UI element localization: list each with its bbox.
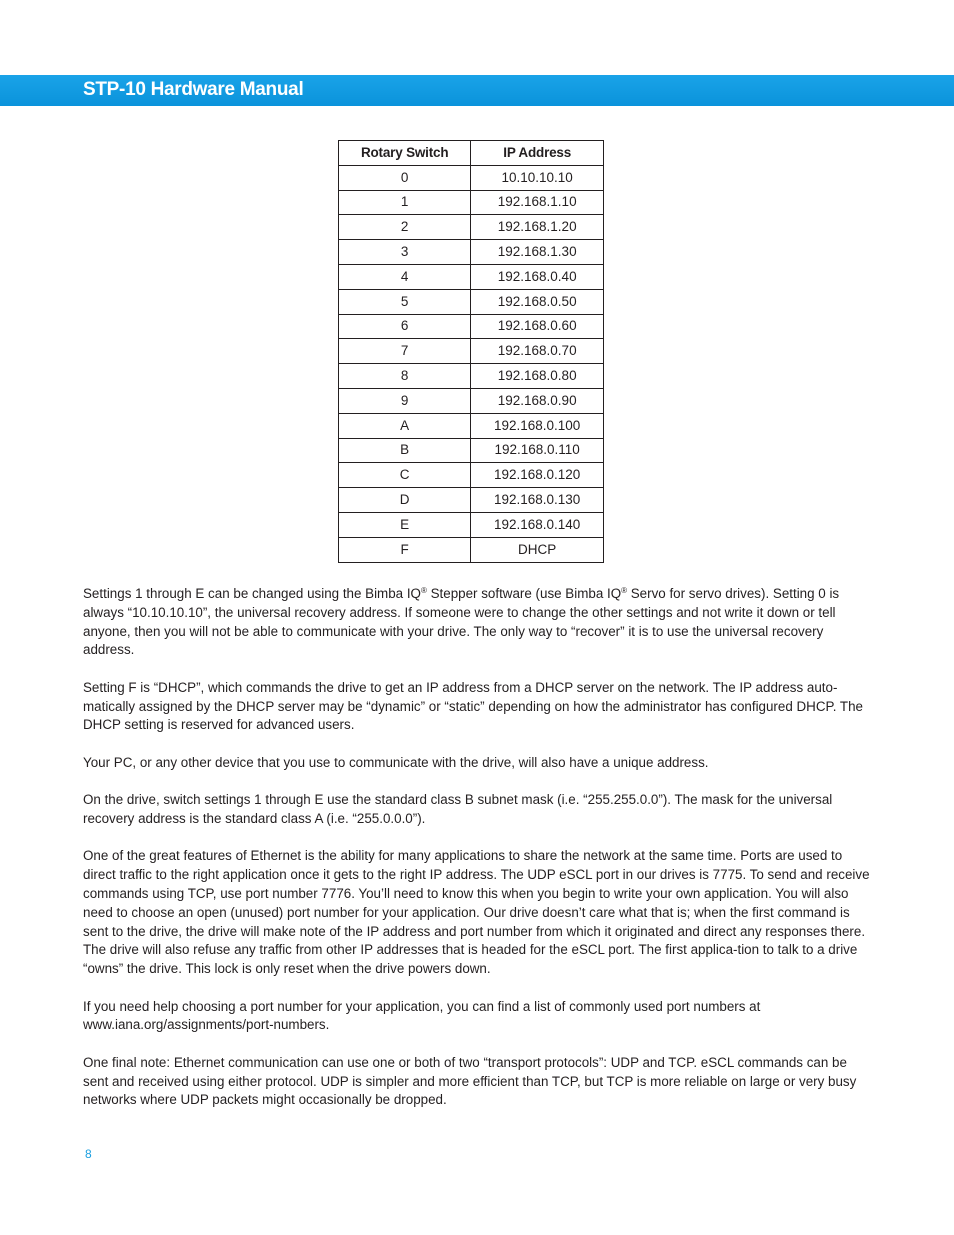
cell-rotary-switch: 3 <box>339 240 471 265</box>
cell-rotary-switch: A <box>339 413 471 438</box>
cell-ip-address: 192.168.0.40 <box>471 264 604 289</box>
cell-ip-address: 192.168.0.130 <box>471 488 604 513</box>
body-text <box>83 585 873 1129</box>
table-row <box>339 364 604 389</box>
table-row <box>339 314 604 339</box>
table-row <box>339 289 604 314</box>
header-bar <box>0 75 954 106</box>
cell-rotary-switch: 8 <box>339 364 471 389</box>
cell-rotary-switch: 9 <box>339 388 471 413</box>
table-row <box>339 165 604 190</box>
cell-ip-address: 192.168.0.60 <box>471 314 604 339</box>
column-header-ip-address: IP Address <box>471 141 604 166</box>
cell-ip-address: 192.168.0.100 <box>471 413 604 438</box>
paragraph-settings <box>83 585 873 660</box>
page-number: 8 <box>85 1147 92 1161</box>
table-row <box>339 512 604 537</box>
cell-ip-address: 192.168.1.10 <box>471 190 604 215</box>
registered-mark: ® <box>621 586 628 595</box>
paragraph-pc-address: Your PC, or any other device that you use to communicate with the drive, will also have a unique address. <box>83 754 709 770</box>
table-row <box>339 190 604 215</box>
paragraph-port-numbers: If you need help choosing a port number for your application, you can find a list of commonly used port numbers at www.iana.org/assignments/port-numbers. <box>83 998 761 1033</box>
cell-ip-address: 10.10.10.10 <box>471 165 604 190</box>
column-header-rotary-switch: Rotary Switch <box>339 141 471 166</box>
paragraph-subnet-mask: On the drive, switch settings 1 through E use the standard class B subnet mask (i.e. “255.255.0.0”). The mask for the universal recovery address is the standard class A (i.e. “255.0.0.0”). <box>83 792 833 826</box>
paragraph-text: Stepper software (use Bimba IQ <box>426 586 622 601</box>
paragraph-text: Servo for servo drives). Setting 0 is always “10.10.10.10”, the universal recovery address. If someone were to change the other settings and not write it down or tell anyone, then you will not be able to communicate with your drive. The only way to “recover” it is to use the universal recovery address. <box>83 586 840 658</box>
table-header-row <box>339 141 604 166</box>
table-row <box>339 537 604 562</box>
cell-rotary-switch: B <box>339 438 471 463</box>
cell-rotary-switch: F <box>339 537 471 562</box>
cell-ip-address: DHCP <box>471 537 604 562</box>
cell-ip-address: 192.168.1.20 <box>471 215 604 240</box>
cell-rotary-switch: D <box>339 488 471 513</box>
paragraph-text: Settings 1 through E can be changed using the Bimba IQ <box>83 586 421 601</box>
table-body <box>339 165 604 562</box>
table-row <box>339 240 604 265</box>
cell-rotary-switch: 2 <box>339 215 471 240</box>
table-row <box>339 388 604 413</box>
cell-rotary-switch: 5 <box>339 289 471 314</box>
rotary-switch-ip-table <box>338 140 604 563</box>
cell-ip-address: 192.168.0.120 <box>471 463 604 488</box>
table-row <box>339 264 604 289</box>
cell-rotary-switch: 6 <box>339 314 471 339</box>
table-row <box>339 339 604 364</box>
cell-ip-address: 192.168.0.90 <box>471 388 604 413</box>
cell-rotary-switch: C <box>339 463 471 488</box>
cell-ip-address: 192.168.0.110 <box>471 438 604 463</box>
registered-mark: ® <box>420 586 427 595</box>
table-row <box>339 463 604 488</box>
cell-ip-address: 192.168.0.80 <box>471 364 604 389</box>
paragraph-ports: One of the great features of Ethernet is the ability for many applications to share the network at the same time. Ports are used to direct traffic to the right application once it gets to the right IP address. The UDP eSCL port in our drives is 7775. To send and receive commands using TCP, use port number 7776. You’ll need to know this when you begin to write your own application. You will also need to choose an open (unused) port number for your application. Our drive doesn’t care what that is; when the first command is sent to the drive, the drive will make note of the IP address and port number from which it originated and direct any responses there. The drive will also refuse any traffic from other IP addresses that is headed for the eSCL port. The first applica-tion to talk to a drive “owns” the drive. This lock is only reset when the drive powers down. <box>83 848 870 977</box>
table-row <box>339 488 604 513</box>
cell-rotary-switch: 0 <box>339 165 471 190</box>
table-row <box>339 215 604 240</box>
paragraph-dhcp: Setting F is “DHCP”, which commands the drive to get an IP address from a DHCP server on the network. The IP address auto-matically assigned by the DHCP server may be “dynamic” or “static” depending on how the administrator has configured DHCP. The DHCP setting is reserved for advanced users. <box>83 679 863 733</box>
cell-rotary-switch: 7 <box>339 339 471 364</box>
cell-ip-address: 192.168.1.30 <box>471 240 604 265</box>
page-title: STP-10 Hardware Manual <box>83 79 304 100</box>
cell-ip-address: 192.168.0.50 <box>471 289 604 314</box>
cell-rotary-switch: E <box>339 512 471 537</box>
table-row <box>339 413 604 438</box>
cell-ip-address: 192.168.0.70 <box>471 339 604 364</box>
cell-rotary-switch: 1 <box>339 190 471 215</box>
cell-rotary-switch: 4 <box>339 264 471 289</box>
cell-ip-address: 192.168.0.140 <box>471 512 604 537</box>
paragraph-transport-protocols: One final note: Ethernet communication can use one or both of two “transport protocols”: UDP and TCP. eSCL commands can be sent and received using either protocol. UDP is simpler and more efficient than TCP, but TCP is more reliable on large or very busy networks where UDP packets might occasionally be dropped. <box>83 1054 857 1108</box>
table-row <box>339 438 604 463</box>
